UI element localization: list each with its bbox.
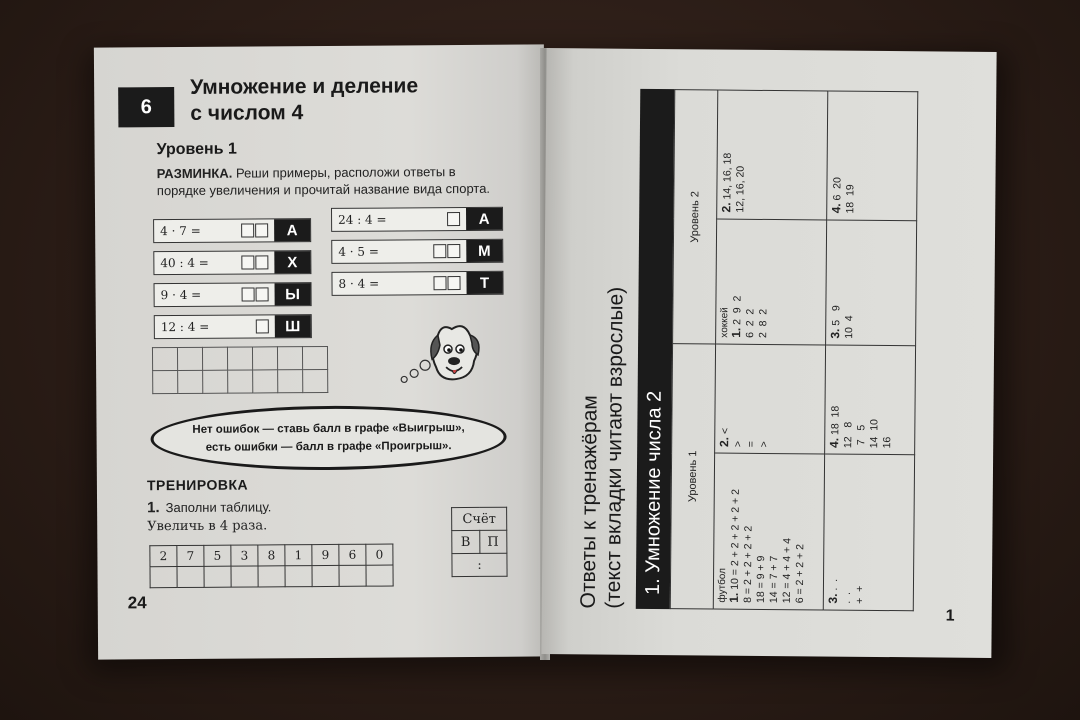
task-value: 2 (150, 546, 177, 567)
answers-title (576, 88, 631, 608)
exercise-row (331, 239, 503, 264)
rules-line1: Нет ошибок — ставь балл в графе «Выигрыш», (192, 421, 465, 436)
cell-label: 3. (828, 328, 843, 339)
answer-cell[interactable] (227, 347, 252, 370)
task-value: 9 (312, 544, 339, 565)
task-answer-cell[interactable] (312, 565, 339, 586)
digit-box[interactable] (255, 256, 268, 270)
exercise-expression: 9 · 4 = (160, 287, 202, 303)
answer-text: . . . . + + (827, 578, 866, 604)
exercise-expression: 40 : 4 = (160, 255, 209, 271)
warmup-instructions (157, 163, 507, 199)
rules-line2: есть ошибки — балл в графе «Проигрыш». (205, 440, 452, 454)
task-answer-cell[interactable] (258, 566, 285, 587)
answer-cell[interactable] (252, 347, 277, 370)
task-value: 0 (366, 544, 393, 565)
answer-cell-5 (823, 454, 914, 610)
answer-cell-2 (715, 344, 826, 454)
task-answer-cell[interactable] (285, 566, 312, 587)
answer-boxes[interactable] (241, 287, 269, 302)
sport-hockey: хоккей (719, 307, 731, 338)
answer-cell[interactable] (302, 346, 327, 369)
answer-boxes[interactable] (240, 255, 268, 270)
answer-cell[interactable] (178, 370, 203, 393)
lesson-title-line2: с числом 4 (190, 101, 304, 125)
cell-label: 1. (729, 327, 744, 338)
task-answer-cell[interactable] (231, 566, 258, 587)
answer-cell[interactable] (253, 370, 278, 393)
digit-box[interactable] (447, 212, 460, 226)
task-value: 6 (339, 544, 366, 565)
task-subtext: Увеличь в 4 раза. (147, 518, 268, 535)
level2-header: Уровень 2 (673, 90, 718, 344)
lesson-title (190, 73, 418, 127)
page-number-left: 24 (127, 593, 147, 613)
digit-box[interactable] (256, 288, 269, 302)
exercise-row (154, 282, 312, 307)
exercise-letter: М (466, 240, 502, 262)
answer-cell-7 (826, 220, 917, 346)
answer-boxes[interactable] (255, 319, 269, 334)
answer-cell[interactable] (277, 347, 302, 370)
answers-title-line1: Ответы к тренажёрам (576, 395, 602, 609)
task-value: 5 (204, 545, 231, 566)
answer-cell[interactable] (278, 370, 303, 393)
dog-illustration (394, 315, 485, 396)
digit-box[interactable] (433, 244, 446, 258)
task-answer-cell[interactable] (150, 567, 177, 588)
answer-boxes[interactable] (432, 276, 460, 291)
cell-label: 2. (717, 436, 732, 448)
digit-box[interactable] (241, 256, 254, 270)
answer-cell[interactable] (153, 371, 178, 394)
exercise-letter: Х (274, 251, 310, 273)
answers-title-line2: (текст вкладки читают взрослые) (601, 286, 628, 609)
exercise-expression: 12 : 4 = (160, 319, 210, 335)
cell-label: 4. (827, 437, 842, 448)
task-value: 1 (285, 545, 312, 566)
score-lose-label: П (479, 530, 507, 553)
exercise-row (153, 250, 311, 275)
task-instruction (147, 498, 271, 516)
exercise-row (331, 207, 503, 232)
answer-text: 10 = 2 + 2 + 2 + 2 + 2 8 = 2 + 2 + 2 + 2 18 = 9 + 9 14 = 7 + 7 12 = 4 + 4 + 4 6 = 2 + 2 + 2 (728, 489, 807, 604)
exercise-row (153, 218, 311, 243)
exercise-letter: Ы (275, 283, 311, 305)
answer-grid (152, 346, 328, 394)
answer-cell[interactable] (152, 348, 177, 371)
task-answer-cell[interactable] (366, 565, 393, 586)
answer-text: 18 18 12 8 7 5 14 10 16 (829, 405, 894, 449)
rules-bubble (150, 405, 506, 471)
score-box (451, 507, 507, 577)
digit-box[interactable] (241, 224, 254, 238)
task-value: 3 (231, 545, 258, 566)
answer-cell[interactable] (177, 347, 202, 370)
digit-box[interactable] (447, 276, 460, 290)
level1-header: Уровень 1 (670, 344, 715, 609)
training-heading: ТРЕНИРОВКА (146, 476, 249, 494)
exercise-letter: Ш (275, 315, 311, 337)
task-table (149, 543, 393, 588)
answer-boxes[interactable] (432, 244, 460, 259)
exercise-letter: А (466, 208, 502, 230)
answer-cell-3 (716, 219, 827, 345)
answer-text: 2 9 2 6 2 2 2 8 2 (731, 295, 770, 339)
digit-box[interactable] (255, 224, 268, 238)
warmup-text: Реши примеры, расположи ответы в порядке увеличения и прочитай название вида спорта. (156, 164, 491, 199)
answer-cell-4 (717, 90, 828, 220)
task-answer-cell[interactable] (177, 566, 204, 587)
answer-boxes[interactable] (446, 212, 460, 227)
answer-cell-1 (713, 453, 824, 610)
score-win-label: В (452, 530, 480, 553)
exercise-row (331, 271, 503, 296)
section-bar: 1. Умножение числа 2 (636, 89, 675, 609)
exercise-expression: 24 : 4 = (338, 212, 387, 227)
warmup-label: РАЗМИНКА. (156, 165, 233, 182)
cell-label: 4. (829, 203, 844, 214)
answer-text: 14, 16, 18 12, 16, 20 (721, 152, 747, 213)
task-text: Заполни таблицу. (165, 499, 272, 516)
answer-cell[interactable] (203, 370, 228, 393)
answer-text: 5 9 10 4 (830, 305, 856, 339)
lesson-title-line1: Умножение и деление (190, 74, 419, 99)
level-heading: Уровень 1 (156, 140, 237, 159)
sport-football: футбол (716, 567, 729, 603)
task-answer-cell[interactable] (339, 565, 366, 586)
answer-cell[interactable] (202, 347, 227, 370)
right-page (541, 48, 996, 658)
answers-table (670, 89, 919, 611)
task-value: 7 (177, 545, 204, 566)
left-page (94, 44, 548, 659)
answer-boxes[interactable] (240, 223, 268, 238)
answer-cell-8 (827, 91, 918, 221)
score-title: Счёт (452, 507, 507, 530)
exercise-row (154, 314, 312, 339)
task-number: 1. (147, 499, 160, 517)
answer-cell[interactable] (303, 369, 328, 392)
answer-text: 6 20 18 19 (831, 177, 857, 214)
answers-rotated-block (576, 88, 951, 611)
score-value[interactable]: : (452, 553, 507, 576)
exercise-letter: А (274, 219, 310, 241)
task-answer-cell[interactable] (204, 566, 231, 587)
exercise-letter: Т (466, 272, 502, 294)
task-value: 8 (258, 545, 285, 566)
digit-box[interactable] (447, 244, 460, 258)
answer-cell-6 (825, 345, 916, 455)
digit-box[interactable] (433, 276, 446, 290)
page-number-right: 1 (945, 607, 955, 625)
exercise-expression: 4 · 5 = (338, 244, 379, 259)
answer-cell[interactable] (228, 370, 253, 393)
cell-label: 2. (719, 202, 734, 213)
exercise-expression: 4 · 7 = (160, 223, 201, 239)
digit-box[interactable] (256, 320, 269, 334)
answer-text: < > = > (719, 427, 771, 448)
digit-box[interactable] (242, 288, 255, 302)
exercise-expression: 8 · 4 = (338, 276, 380, 291)
cell-label: 3. (825, 593, 840, 604)
cell-label: 1. (726, 592, 741, 603)
lesson-number: 6 (118, 87, 174, 127)
